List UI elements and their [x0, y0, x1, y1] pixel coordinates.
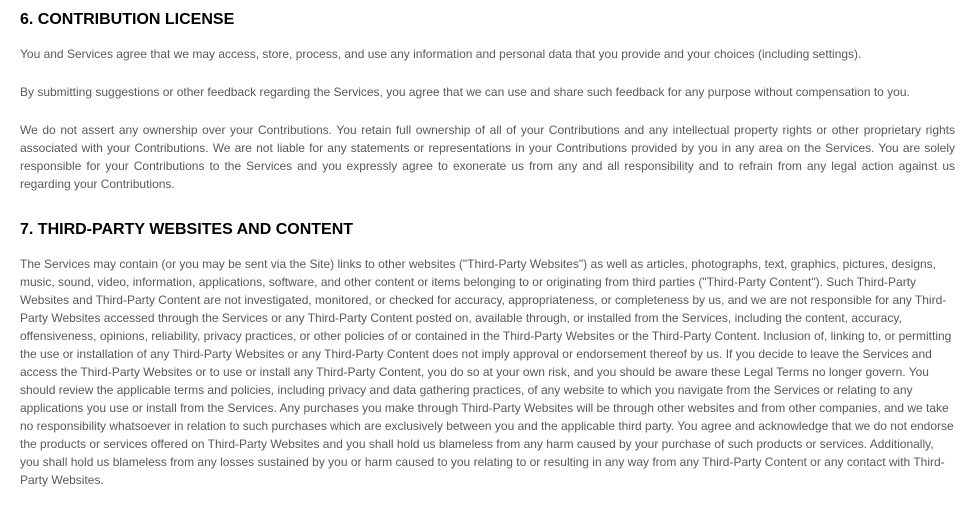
- section-heading: 6. CONTRIBUTION LICENSE: [20, 11, 235, 28]
- section-heading: 7. THIRD-PARTY WEBSITES AND CONTENT: [20, 221, 354, 238]
- paragraph: We do not assert any ownership over your Contributions. You retain full ownership of all of your Contributions and any intellectual property rights or other proprietary rights associated with your Contributions. We are not liable for any statements or representations in your Contributions provided by you in any area on the Services. You are solely responsible for your Contributions to the Services and you expressly agree to exonerate us from any and all responsibility and to refrain from any legal action against us regarding your Contributions.: [20, 123, 955, 191]
- section-contribution-license: [20, 10, 955, 193]
- section-third-party-websites: [20, 220, 955, 489]
- paragraph: You and Services agree that we may access, store, process, and use any information and personal data that you provide and your choices (including settings).: [20, 47, 862, 61]
- paragraph: By submitting suggestions or other feedback regarding the Services, you agree that we can use and share such feedback for any purpose without compensation to you.: [20, 85, 910, 99]
- paragraph: The Services may contain (or you may be sent via the Site) links to other websites ("Third-Party Websites") as well as articles, photographs, text, graphics, pictures, designs, music, sound, video, information, applications, software, and other content or items belonging to or originating from third parties ("Third-Party Content"). Such Third-Party Websites and Third-Party Content are not investigated, monitored, or checked for accuracy, appropriateness, or completeness by us, and we are not responsible for any Third-Party Websites accessed through the Services or any Third-Party Content posted on, available through, or installed from the Services, including the content, accuracy, offensiveness, opinions, reliability, privacy practices, or other policies of or contained in the Third-Party Websites or the Third-Party Content. Inclusion of, linking to, or permitting the use or installation of any Third-Party Websites or any Third-Party Content does not imply approval or endorsement thereof by us. If you decide to leave the Services and access the Third-Party Websites or to use or install any Third-Party Content, you do so at your own risk, and you should be aware these Legal Terms no longer govern. You should review the applicable terms and policies, including privacy and data gathering practices, of any website to which you navigate from the Services or relating to any applications you use or install from the Services. Any purchases you make through Third-Party Websites will be through other websites and from other companies, and we take no responsibility whatsoever in relation to such purchases which are exclusively between you and the applicable third party. You agree and acknowledge that we do not endorse the products or services offered on Third-Party Websites and you shall hold us blameless from any harm caused by your purchase of such products or services. Additionally, you shall hold us blameless from any losses sustained by you or harm caused to you relating to or resulting in any way from any Third-Party Content or any contact with Third-Party Websites.: [20, 257, 954, 487]
